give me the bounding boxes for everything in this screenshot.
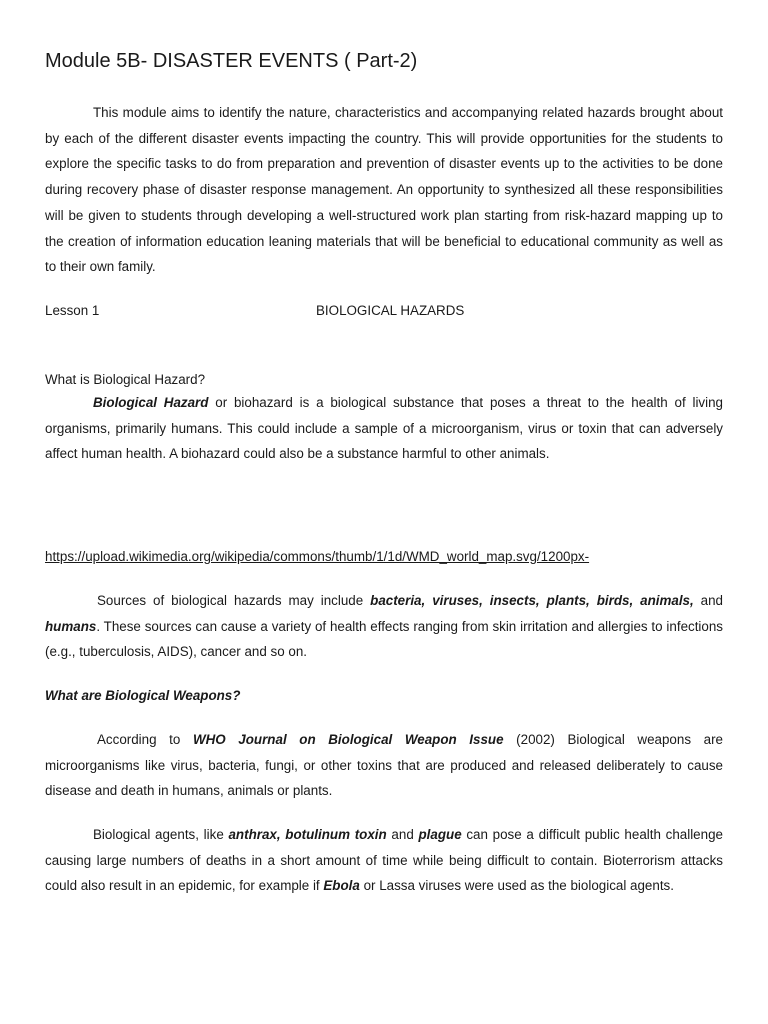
wikimedia-link[interactable]: https://upload.wikimedia.org/wikipedia/commons/thumb/1/1d/WMD_world_map.svg/1200px-	[45, 549, 590, 564]
biohazard-term: Biological Hazard	[93, 395, 209, 410]
biohazard-definition: or biohazard is a biological substance that poses a threat to the health of living organisms, primarily humans. This could include a sample of a microorganism, virus or toxin that can adversely affect human health. A biohazard could also be a substance harmful to other animals.	[45, 395, 723, 462]
term-anthrax: anthrax,	[228, 827, 281, 842]
sources-tail: . These sources can cause a variety of health effects ranging from skin irritation and allergies to infections (e.g., tuberculosis, AIDS), cancer and so on.	[45, 618, 723, 660]
agents-lead: Biological agents, like	[93, 827, 229, 842]
agents-mid: can pose a difficult public health challenge causing large numbers of deaths in a short amount of time while being difficult to contain. Bioterrorism attacks could also result in an epidemic, for example if	[45, 827, 723, 894]
term-viruses: viruses,	[432, 593, 483, 608]
term-humans: humans	[45, 618, 97, 634]
intro-paragraph: This module aims to identify the nature, characteristics and accompanying related hazards brought about by each of the different disaster events impacting the country. This will provide opportunities for the students to explore the specific tasks to do from preparation and prevention of disaster events up to the activities to be done during recovery phase of disaster response management. An opportunity to synthesized all these responsibilities will be given to students through developing a well-structured work plan starting from risk-hazard mapping up to the creation of information education leaning materials that will be beneficial to educational community as well as to their own family.	[45, 105, 723, 275]
agents-tail: or Lassa viruses were used as the biological agents.	[359, 878, 674, 894]
weapons-lead: According to	[97, 732, 193, 747]
sources-and: and	[693, 593, 723, 608]
weapons-body: (2002) Biological weapons are microorganisms like virus, bacteria, fungi, or other toxins that are produced and released deliberately to cause disease and death in humans, animals or plants.	[45, 732, 723, 799]
term-insects: insects,	[489, 593, 540, 608]
term-plants: plants,	[546, 593, 590, 608]
sources-paragraph	[45, 588, 723, 665]
biohazard-question: What is Biological Hazard?	[45, 372, 206, 387]
sources-lead: Sources of biological hazards may include	[97, 593, 371, 608]
term-animals: animals,	[640, 593, 694, 608]
agents-paragraph	[45, 822, 723, 899]
lesson-label: Lesson 1	[45, 303, 100, 318]
agents-and: and	[386, 827, 419, 842]
term-ebola: Ebola	[323, 878, 360, 894]
page-title: Module 5B- DISASTER EVENTS ( Part-2)	[45, 50, 418, 72]
term-plague: plague	[418, 827, 462, 842]
weapons-paragraph	[45, 727, 723, 804]
who-journal-title: WHO Journal on Biological Weapon Issue	[192, 732, 504, 747]
term-birds: birds,	[596, 593, 634, 608]
biohazard-paragraph	[45, 390, 723, 467]
lesson-title: BIOLOGICAL HAZARDS	[316, 303, 465, 318]
weapons-heading: What are Biological Weapons?	[45, 688, 241, 703]
term-botulinum-toxin: botulinum toxin	[285, 827, 387, 842]
term-bacteria: bacteria,	[370, 593, 426, 608]
